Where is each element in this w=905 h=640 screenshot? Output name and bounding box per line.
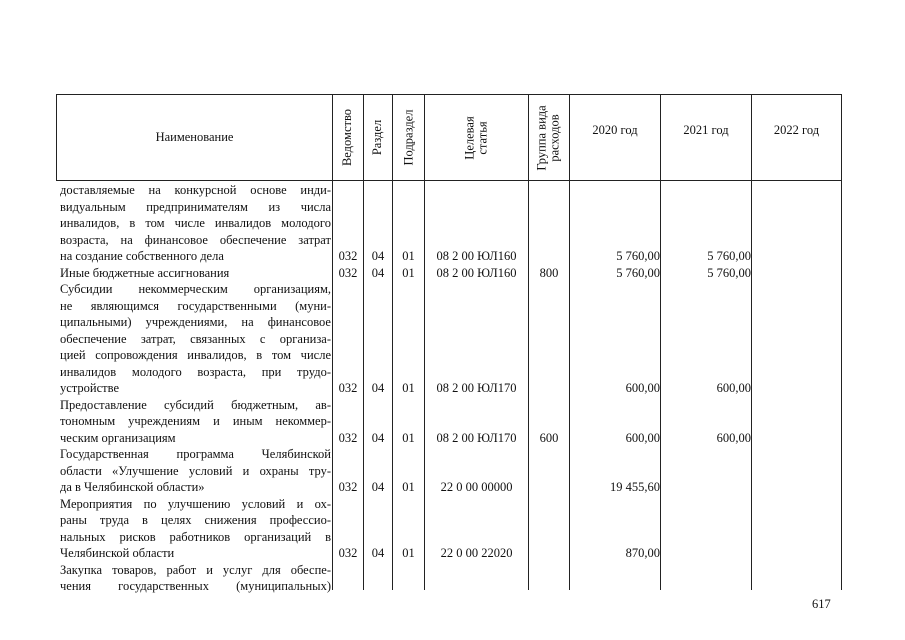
row-name-line: области «Улучшение условий и охраны тру- [60, 463, 331, 478]
table-right-border [841, 94, 842, 590]
cell-amount-2020: 5 760,00 [616, 249, 660, 263]
header-2022 [752, 95, 841, 165]
row-name-line: Мероприятия по улучшению условий и ох- [60, 496, 331, 511]
row-name-line: видуальным предпринимателям из числа [60, 199, 331, 214]
row-name-line: Предоставление субсидий бюджетным, ав- [60, 397, 331, 412]
header-vedomstvo-label: Ведомство [340, 108, 355, 167]
header-target [425, 95, 528, 180]
cell-razdel: 04 [371, 546, 385, 560]
header-podrazdel [393, 95, 424, 180]
cell-vedomstvo: 032 [338, 265, 358, 280]
row-name-line: тономным учреждениям и иным некоммер- [60, 414, 331, 428]
page-number: 617 [812, 597, 831, 611]
cell-expense-group: 600 [539, 430, 559, 445]
row-name-line: возраста, на финансовое обеспечение затрат [60, 232, 331, 247]
cell-podrazdel: 01 [402, 381, 415, 395]
header-group [529, 95, 569, 180]
row-name-line: ческим организациям [60, 430, 176, 445]
row-name-line: нальных рисков работников организаций в [60, 529, 331, 544]
header-group-label [536, 105, 562, 170]
col-divider-2020 [660, 94, 661, 590]
row-name-line: Субсидии некоммерческим организациям, [60, 282, 331, 296]
cell-amount-2020: 5 760,00 [616, 265, 660, 280]
header-group-line1: Группа вида [535, 104, 550, 171]
cell-amount-2021: 600,00 [716, 430, 751, 445]
cell-razdel: 04 [371, 265, 385, 280]
row-name-line: да в Челябинской области» [60, 480, 205, 494]
row-name-line: цией сопровождения инвалидов, в том числе [60, 348, 331, 362]
row-name-line: Закупка товаров, работ и услуг для обеспе- [60, 562, 331, 577]
header-2021 [661, 95, 751, 165]
header-target-line2: статья [475, 120, 490, 155]
header-2021-label: 2021 год [683, 122, 729, 137]
row-name [60, 182, 331, 265]
cell-amount-2020: 600,00 [625, 381, 660, 395]
header-2020-label: 2020 год [592, 122, 638, 137]
header-target-line1: Целевая [462, 115, 477, 160]
row-name-line: инвалидов, в том числе инвалидов молодого [60, 216, 331, 230]
header-2022-label: 2022 год [773, 122, 820, 137]
row-name-line: раны труда в целях снижения профессио- [60, 513, 331, 527]
header-razdel-label: Раздел [370, 119, 385, 156]
row-name-line: Челябинской области [60, 546, 175, 560]
cell-razdel: 04 [371, 480, 385, 494]
header-name [57, 95, 332, 180]
cell-target-article: 08 2 00 ЮЛ170 [436, 381, 517, 395]
header-podrazdel-label: Подраздел [401, 109, 415, 166]
cell-razdel: 04 [371, 249, 385, 263]
row-name [60, 496, 331, 562]
row-name-line: на создание собственного дела [60, 249, 224, 263]
row-name-line: обеспечение затрат, связанных с организа- [60, 331, 331, 346]
cell-target-article: 22 0 00 00000 [440, 480, 513, 494]
cell-target-article: 08 2 00 ЮЛ160 [436, 249, 517, 263]
cell-amount-2020: 870,00 [625, 546, 660, 560]
row-name [60, 281, 331, 397]
row-name-line: ципальными) учреждениями, на финансовое [60, 315, 331, 329]
header-target-label [464, 116, 490, 159]
col-divider-group [569, 94, 570, 590]
row-name [60, 397, 331, 447]
cell-razdel: 04 [371, 381, 385, 395]
row-name-line: Государственная программа Челябинской [60, 447, 331, 461]
row-name-line: доставляемые на конкурсной основе инди- [60, 183, 331, 197]
row-name-line: чения государственных (муниципальных) [60, 579, 331, 593]
cell-razdel: 04 [371, 430, 385, 445]
cell-podrazdel: 01 [402, 480, 415, 494]
cell-target-article: 08 2 00 ЮЛ160 [436, 265, 517, 280]
cell-podrazdel: 01 [402, 546, 415, 560]
header-group-line2: расходов [548, 113, 563, 162]
row-name-line: инвалидов молодого возраста, при трудо- [60, 364, 331, 379]
row-name-line: не являющимся государственными (муни- [60, 298, 331, 313]
cell-podrazdel: 01 [402, 430, 415, 445]
cell-podrazdel: 01 [402, 265, 415, 280]
cell-amount-2021: 5 760,00 [707, 249, 751, 263]
col-divider-2021 [751, 94, 752, 590]
cell-vedomstvo: 032 [338, 430, 358, 445]
row-name [60, 446, 331, 496]
header-vedomstvo [333, 95, 363, 180]
header-name-label: Наименование [155, 130, 234, 144]
row-name-line: Иные бюджетные ассигнования [60, 265, 230, 280]
cell-vedomstvo: 032 [338, 480, 358, 494]
header-razdel [364, 95, 392, 180]
cell-amount-2021: 5 760,00 [707, 265, 751, 280]
header-2020 [570, 95, 660, 165]
cell-vedomstvo: 032 [338, 546, 358, 560]
cell-amount-2020: 19 455,60 [610, 480, 660, 494]
cell-amount-2020: 600,00 [625, 430, 660, 445]
cell-expense-group: 800 [539, 265, 559, 280]
cell-amount-2021: 600,00 [716, 381, 751, 395]
cell-target-article: 22 0 00 22020 [440, 546, 513, 560]
row-name-line: устройстве [60, 381, 119, 395]
row-name [60, 265, 331, 282]
cell-vedomstvo: 032 [338, 381, 358, 395]
header-bottom-border [56, 180, 842, 181]
cell-target-article: 08 2 00 ЮЛ170 [436, 430, 517, 445]
cell-vedomstvo: 032 [338, 249, 358, 263]
cell-podrazdel: 01 [402, 249, 415, 263]
row-name [60, 562, 331, 595]
